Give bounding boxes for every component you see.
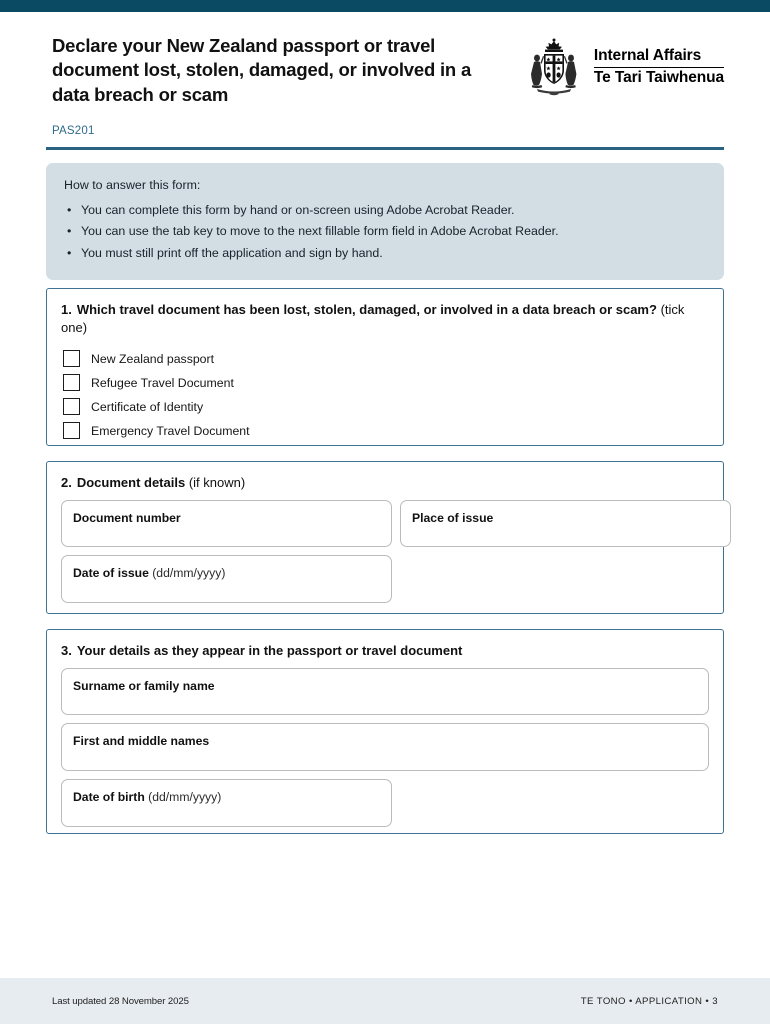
list-item: • You can use the tab key to move to the next fillable form field in Adobe Acrobat Reader. <box>64 221 706 242</box>
your-details-row-2 <box>47 723 723 771</box>
checkbox-new-zealand-passport[interactable] <box>63 350 80 367</box>
header-divider <box>46 147 724 150</box>
field-label <box>73 790 221 804</box>
option-label: Emergency Travel Document <box>91 423 250 438</box>
option-emergency-travel-document[interactable] <box>63 419 723 443</box>
option-certificate-of-identity[interactable] <box>63 395 723 419</box>
agency-name-en: Internal Affairs <box>594 48 724 68</box>
checkbox-emergency-travel-document[interactable] <box>63 422 80 439</box>
checkbox-refugee-travel-document[interactable] <box>63 374 80 391</box>
option-label: Certificate of Identity <box>91 399 204 414</box>
page-info-text: TE TONO • APPLICATION • 3 <box>580 995 718 1007</box>
section-travel-document-type <box>46 288 724 446</box>
section-1-heading <box>47 289 723 338</box>
first-and-middle-names-field[interactable] <box>61 723 709 771</box>
section-your-details <box>46 629 724 834</box>
section-2-hint: (if known) <box>188 475 246 490</box>
section-3-title: Your details as they appear in the passport or travel document <box>76 643 463 658</box>
how-to-answer-box <box>46 163 724 280</box>
document-details-row-1 <box>47 500 723 547</box>
field-label: Document number <box>73 511 181 526</box>
your-details-row-1 <box>47 668 723 715</box>
how-to-answer-title: How to answer this form: <box>64 178 201 192</box>
option-new-zealand-passport[interactable] <box>63 347 723 371</box>
your-details-row-3 <box>47 779 723 827</box>
page-title: Declare your New Zealand passport or travel document lost, stolen, damaged, or involved in a data breach or scam <box>52 35 472 105</box>
page-footer <box>0 978 770 1024</box>
list-item: • You must still print off the application and sign by hand. <box>64 243 706 264</box>
option-label: Refugee Travel Document <box>91 375 234 390</box>
how-to-answer-list <box>64 200 706 264</box>
field-label-hint: (dd/mm/yyyy) <box>152 566 226 581</box>
section-2-number: 2. <box>61 475 72 490</box>
field-label: First and middle names <box>73 734 210 749</box>
field-label <box>73 566 225 580</box>
agency-name-mi: Te Tari Taiwhenua <box>593 68 724 86</box>
nz-coat-of-arms-icon <box>523 36 585 98</box>
document-number-field[interactable] <box>61 500 392 547</box>
section-document-details <box>46 461 724 614</box>
field-label-hint: (dd/mm/yyyy) <box>148 790 222 805</box>
field-label: Place of issue <box>412 511 494 526</box>
field-label: Surname or family name <box>73 679 215 694</box>
section-1-number: 1. <box>61 302 72 317</box>
agency-brand <box>523 36 724 98</box>
section-2-title: Document details <box>76 475 186 490</box>
date-of-birth-field[interactable] <box>61 779 392 827</box>
last-updated-text: Last updated 28 November 2025 <box>52 995 189 1007</box>
section-3-heading <box>47 630 723 660</box>
field-label-text: Date of issue <box>73 566 149 581</box>
section-2-heading <box>47 462 723 492</box>
checkbox-certificate-of-identity[interactable] <box>63 398 80 415</box>
field-label-text: Date of birth <box>73 790 145 805</box>
agency-name <box>594 48 724 86</box>
list-item: • You can complete this form by hand or on-screen using Adobe Acrobat Reader. <box>64 200 706 221</box>
section-3-number: 3. <box>61 643 72 658</box>
section-1-hint: (tick one) <box>61 302 685 336</box>
footer-content <box>0 978 770 1024</box>
option-label: New Zealand passport <box>91 351 215 366</box>
document-header <box>52 34 724 137</box>
document-type-options <box>47 338 723 443</box>
top-accent-bar <box>0 0 770 12</box>
date-of-issue-field[interactable] <box>61 555 392 603</box>
place-of-issue-field[interactable] <box>400 500 731 547</box>
option-refugee-travel-document[interactable] <box>63 371 723 395</box>
surname-field[interactable] <box>61 668 709 715</box>
form-code: PAS201 <box>52 125 95 138</box>
section-1-title: Which travel document has been lost, stolen, damaged, or involved in a data breach or scam? <box>76 302 657 317</box>
document-details-row-2 <box>47 555 723 603</box>
title-block <box>52 34 504 137</box>
